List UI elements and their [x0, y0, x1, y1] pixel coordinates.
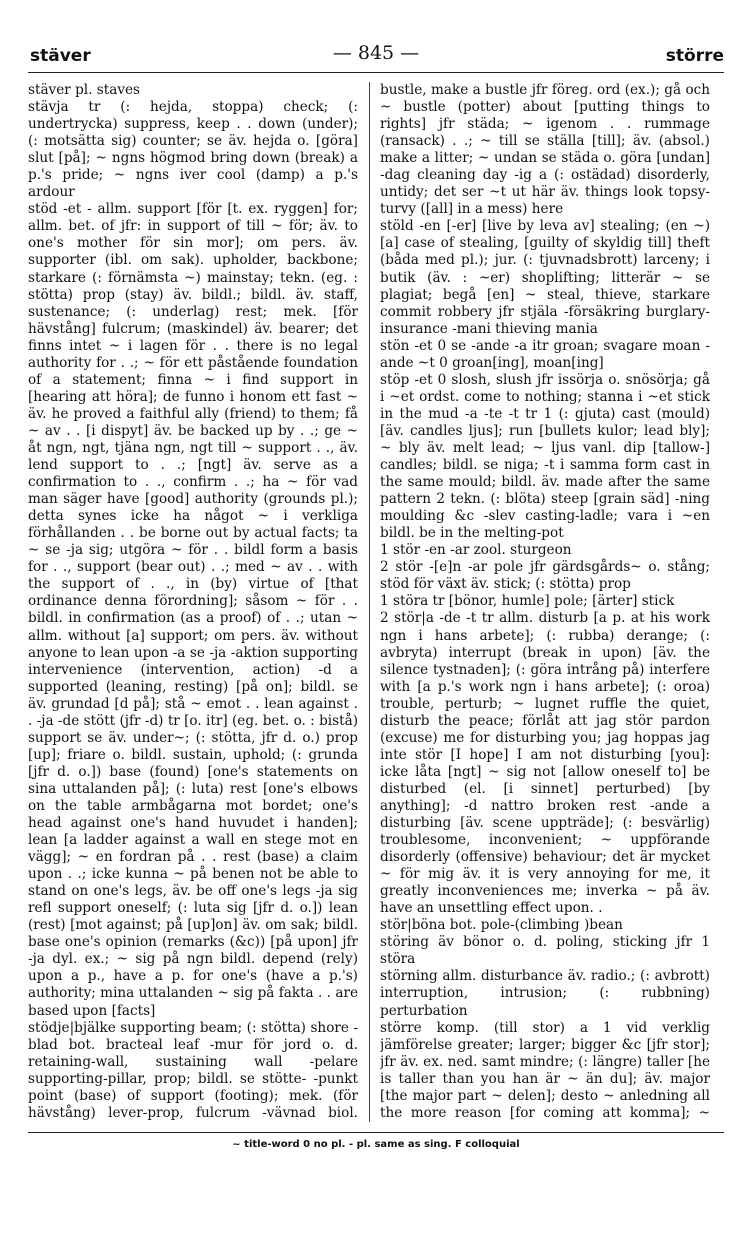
- entry-storning: störning allm. disturbance äv. radio.; (: avbrott) interruption, intrusion; (: rubbning) perturbation: [380, 968, 710, 1019]
- column-divider: [369, 82, 370, 1122]
- entry-ston: stön -et 0 se -ande -a itr groan; svagare moan -ande ~t 0 groan[ing], moan[ing]: [380, 337, 710, 371]
- entry-columns: [28, 82, 724, 1122]
- entry-storing: störing äv bönor o. d. poling, sticking jfr 1 störa: [380, 934, 710, 968]
- entry-stold: stöld -en [-er] [live by leva av] stealing; (en ~) [a] case of stealing, [guilty of skyldig till] theft (båda med pl.); jur. (: tjuvnadsbrott) larceny; i butik (äv. : ~er) shoplifting; litterär ~ se plagiat; begå [en] ~ steal, thieve, starkare commit robbery jfr stjäla -försäkring burglary-insurance -mani thieving mania: [380, 218, 710, 337]
- abbreviation-legend: ~ title-word 0 no pl. - pl. same as sing. F colloquial: [232, 1139, 520, 1150]
- entry-stavja: stävja tr (: hejda, stoppa) check; (: undertrycka) suppress, keep . . down (under); (: motsätta sig) counter; se äv. hejda o. [göra] slut [på]; ~ ngns högmod bring down (break) a p.'s pride; ~ ngns iver cool (damp) a p.'s ardour: [28, 99, 358, 201]
- entry-storbona: stör|böna bot. pole-(climbing )bean: [380, 917, 623, 934]
- header-rule: [28, 72, 724, 73]
- entry-stor-1: 1 stör -en -ar zool. sturgeon: [380, 542, 572, 559]
- right-column: [380, 82, 710, 1122]
- entry-stora-1: 1 störa tr [bönor, humle] pole; [ärter] stick: [380, 593, 675, 610]
- page-number: — 845 —: [332, 42, 420, 64]
- guide-word-right: större: [665, 46, 724, 66]
- entry-staver: stäver pl. staves: [28, 82, 141, 98]
- footer-rule: [28, 1132, 724, 1133]
- entry-stora-2: 2 stör|a -de -t tr allm. disturb [a p. at his work ngn i hans arbete]; (: rubba) derange; (: avbryta) interrupt (break in upon) [äv. the silence tystnaden]; (: göra intrång på) interfere with [a p.'s work ngn i hans arbete]; (: oroa) trouble, perturb; ~ lugnet ruffle the quiet, disturb the peace; förlåt att jag stör pardon (excuse) me for disturbing you; jag hoppas jag inte stör [I hope] I am not disturbing [you]: icke låta [ngt] ~ sig not [allow oneself to] be disturbed (el. [i sinnet] perturbed) [by anything]; -d nattro broken rest -ande a disturbing [äv. scene uppträde]; (: besvärlig) troublesome, inconvenient; ~ uppförande disorderly (offensive) behaviour; det är mycket ~ för mig äv. it is very annoying for me, it greatly inconveniences me; inverka ~ på äv. have an unsettling effect upon. .: [380, 610, 710, 917]
- entry-stor-2: 2 stör -[e]n -ar pole jfr gärdsgårds~ o. stång; stöd för växt äv. stick; (: stötta) prop: [380, 559, 710, 593]
- left-column: [28, 82, 358, 1122]
- entry-stok-continued: bustle, make a bustle jfr föreg. ord (ex.); gå och ~ bustle (potter) about [putting things to rights] jfr städa; ~ igenom . . rummage (ransack) . .; ~ till se ställa [till]; äv. (absol.) make a litter; ~ undan se städa o. göra [undan] -dag cleaning day -ig a (: ostädad) disorderly, untidy; det ser ~t ut här äv. things look topsy-turvy ([all] in a mess) here: [380, 82, 710, 218]
- entry-stop: stöp -et 0 slosh, slush jfr issörja o. snösörja; gå i ~et ordst. come to nothing; stanna i ~et stick in the mud -a -te -t tr 1 (: gjuta) cast (mould) [äv. candles ljus]; run [bullets kulor; lead bly]; ~ bly äv. melt lead; ~ ljus vanl. dip [tallow-] candles; bildl. se niga; -t i samma form cast in the same mould; bildl. äv. made after the same pattern 2 tekn. (: blöta) steep [grain säd] -ning moulding &c -slev casting-ladle; vara i ~en bildl. be in the melting-pot: [380, 371, 710, 542]
- running-head: [28, 38, 724, 68]
- entry-storre: större komp. (till stor) a 1 vid verklig jämförelse greater; larger; bigger &c [jfr stor]; jfr äv. ex. ned. samt mindre; (: längre) taller [he is taller than you han är ~ än du]; äv. major [the major part ~ delen]; desto ~ anledning all the more reason [for coming att komma]; ~: [380, 1019, 710, 1121]
- entry-stodje: stödje|bjälke supporting beam; (: stötta) shore -blad bot. bracteal leaf -mur för jord o. d. retaining-wall, sustaining wall -pelare supporting-pillar, prop; bildl. se stötte- -punkt point (base) of support (footing); mek. (för hävstång) lever-prop, fulcrum -vävnad biol.: [28, 1019, 358, 1121]
- entry-stod: stöd -et - allm. support [för [t. ex. ryggen] for; allm. bet. of jfr: in support of till ~ för; äv. to one's mother för sin mor]; om pers. äv. supporter (ibl. om sak). upholder, backbone; starkare (: förnämsta ~) mainstay; tekn. (eg. : stötta) prop (stay) äv. bildl.; bildl. äv. staff, sustenance; (: underlag) rest; mek. [för hävstång] fulcrum; (maskindel) äv. bearer; det finns intet ~ i lagen för . . there is no legal authority for . .; ~ för ett påstående foundation of a statement; finna ~ i find support in [hearing att höra]; de funno i honom ett fast ~ äv. he proved a faithful ally (friend) to them; få ~ av . . [i dispyt] äv. be backed up by . .; ge ~ åt ngn, ngt, tjäna ngn, ngt till ~ support . ., äv. lend support to . .; [ngt] äv. serve as a confirmation to . ., confirm . .; ha ~ för vad man säger have [good] authority (grounds pl.); detta synes icke ha något ~ i verkliga förhållanden . . be borne out by actual facts; ta ~ se -ja sig; utgöra ~ för . . bildl form a basis for . ., support (bear out) . .; med ~ av . . with the support of . ., in (by) virtue of [that ordinance denna förordning]; såsom ~ för . . bildl. in confirmation (as a proof) of . .; utan ~ allm. without [a] support; om pers. äv. without anyone to lean upon -a se -ja -aktion supporting intervenience (intervention, action) -d a supported (leaning, resting) [på on]; bildl. se äv. grundad [d på]; stå ~ emot . . lean against . . -ja -de stött (jfr -d) tr [o. itr] (eg. bet. o. : bistå) support se äv. under~; (: stötta, jfr d. o.) prop [up]; friare o. bildl. sustain, uphold; (: grunda [jfr d. o.]) base (found) [one's statements on sina uttalanden på]; (: luta) rest [one's elbows on the table armbågarna mot bordet; one's head against one's hand huvudet i handen]; lean [a ladder against a wall en stege mot en vägg]; ~ en fordran på . . rest (base) a claim upon . .; icke kunna ~ på benen not be able to stand on one's legs, äv. be off one's legs -ja sig refl support oneself; (: luta sig [jfr d. o.]) lean (rest) [mot against; på [up]on] äv. om sak; bildl. base one's opinion (remarks (&c)) [på upon] jfr -ja dyl. ex.; ~ sig på ngn bildl. depend (rely) upon a p., have a p. for one's (have a p.'s) authority; mina uttalanden ~ sig på fakta . . are based upon [facts]: [28, 201, 358, 1019]
- dictionary-page: [28, 38, 724, 1228]
- guide-word-left: stäver: [30, 46, 91, 66]
